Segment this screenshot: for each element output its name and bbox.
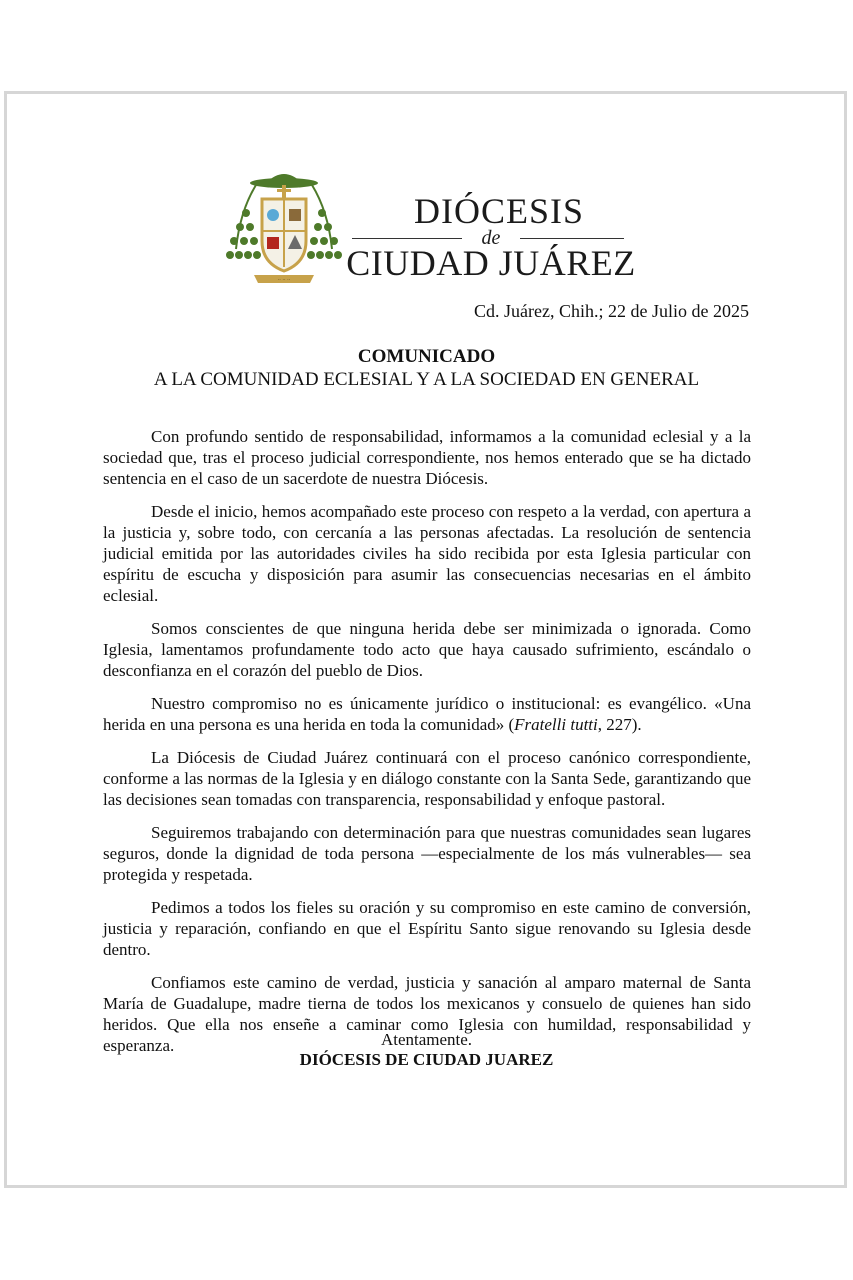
paragraph: Seguiremos trabajando con determinación para que nuestras comunidades sean lugares seguros, donde la dignidad de toda persona —especialmente de los más vulnerables— sea protegida y respetada. <box>103 823 751 884</box>
diocese-wordmark <box>346 191 636 291</box>
document-subtitle: A LA COMUNIDAD ECLESIAL Y A LA SOCIEDAD EN GENERAL <box>153 369 700 390</box>
paragraph: Somos conscientes de que ninguna herida debe ser minimizada o ignorada. Como Iglesia, lamentamos profundamente todo acto que haya causado sufrimiento, escándalo o desconfianza en el corazón del pueblo de Dios. <box>103 619 751 680</box>
paragraph: Confiamos este camino de verdad, justicia y sanación al amparo maternal de Santa María de Guadalupe, madre tierna de todos los mexicanos y consuelo de quienes han sido heridos. Que ella nos enseñe a caminar como Iglesia con humildad, responsabilidad y esperanza. <box>103 973 751 1055</box>
letter-body <box>103 426 751 1068</box>
logo-line-city: CIUDAD JUÁREZ <box>346 243 636 283</box>
paragraph: Con profundo sentido de responsabilidad, informamos a la comunidad eclesial y a la sociedad que, tras el proceso judicial correspondiente, nos hemos enterado que se ha dictado sentencia en el caso de un sacerdote de nuestra Diócesis. <box>103 427 751 488</box>
diocese-coat-of-arms-icon <box>226 171 342 297</box>
svg-text:·· ·· ··: ·· ·· ·· <box>277 277 291 283</box>
quote-reference: , 227). <box>597 715 642 734</box>
quote-text: Nuestro compromiso no es únicamente jurídico o institucional: es evangélico. «Una herida en una persona es una herida en toda la comunidad» ( <box>103 694 751 734</box>
letterhead <box>226 171 636 299</box>
closing-signature: DIÓCESIS DE CIUDAD JUAREZ <box>299 1050 554 1069</box>
document-title: COMUNICADO <box>357 346 496 367</box>
paragraph: Pedimos a todos los fieles su oración y su compromiso en este camino de conversión, justicia y reparación, confiando en que el Espíritu Santo sigue renovando su Iglesia desde dentro. <box>103 898 751 959</box>
logo-rule-right <box>520 238 624 239</box>
logo-connector: de <box>481 227 501 249</box>
quote-source: Fratelli tutti <box>514 715 598 734</box>
paragraph: Desde el inicio, hemos acompañado este proceso con respeto a la verdad, con apertura a la justicia y, sobre todo, con cercanía a las personas afectadas. La resolución de sentencia judicial emitida por las autoridades civiles ha sido recibida por esta Iglesia particular con espíritu de escucha y disposición para asumir las consecuencias necesarias en el ámbito eclesial. <box>103 502 751 605</box>
closing-salutation: Atentamente. <box>380 1030 473 1049</box>
letter-date: Cd. Juárez, Chih.; 22 de Julio de 2025 <box>474 301 749 321</box>
logo-line-diocesis: DIÓCESIS <box>413 191 585 231</box>
quote-paragraph <box>103 693 751 735</box>
paragraph: La Diócesis de Ciudad Juárez continuará con el proceso canónico correspondiente, conforme a las normas de la Iglesia y en diálogo constante con la Santa Sede, garantizando que las decisiones sean tomadas con transparencia, responsabilidad y enfoque pastoral. <box>103 748 751 809</box>
